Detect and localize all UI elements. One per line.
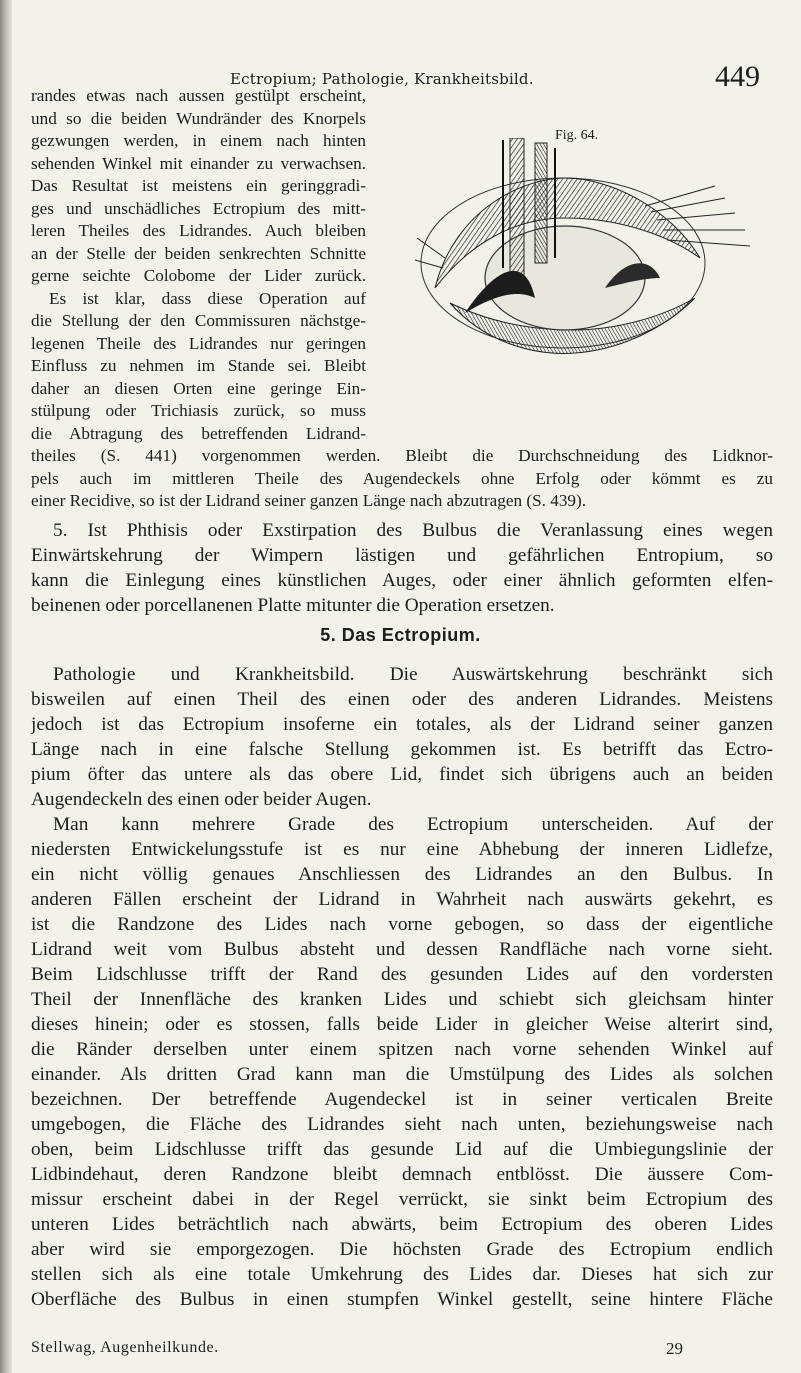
text-line: die Abtragung des betreffenden Lidrand- [31, 423, 366, 443]
text-line: sehenden Winkel mit einander zu verwachsen. [31, 153, 366, 173]
text-line: Augendeckeln des einen oder beider Augen. [31, 789, 372, 810]
wrapped-paragraph [31, 85, 366, 445]
text-line: stellen sich als eine totale Umkehrung des Lides dar. Dieses hat sich zur [31, 1264, 773, 1285]
text-line: Pathologie und Krankheitsbild. Die Auswärtskehrung beschränkt sich [53, 664, 773, 685]
text-line: Länge nach in eine falsche Stellung gekommen ist. Es betrifft das Ectro- [31, 739, 773, 760]
text-line: die Ränder derselben unter einem spitzen nach vorne sehenden Winkel auf [31, 1039, 773, 1060]
text-line: Beim Lidschlusse trifft der Rand des gesunden Lides auf den vordersten [31, 964, 773, 985]
text-line: anderen Fällen erscheint der Lidrand in Wahrheit nach auswärts gekehrt, es [31, 889, 773, 910]
text-line: ges und unschädliches Ectropium des mitt- [31, 198, 366, 218]
text-line: Einwärtskehrung der Wimpern lästigen und gefährlichen Entropium, so [31, 545, 773, 566]
text-line: ist die Randzone des Lides nach vorne gebogen, so dass der eigentliche [31, 914, 773, 935]
text-line: die Stellung der den Commissuren nächstge- [31, 311, 366, 330]
text-line: pium öfter das untere als das obere Lid, findet sich übrigens auch an beiden [31, 764, 773, 785]
text-line: Lidrand weit vom Bulbus absteht und dessen Randfläche nach vorne sieht. [31, 939, 773, 960]
text-line: theiles (S. 441) vorgenommen werden. Bleibt die Durchschneidung des Lidknor- [31, 446, 773, 465]
text-line: Oberfläche des Bulbus in einen stumpfen Winkel gestellt, seine hintere Fläche [31, 1289, 773, 1310]
text-line: Theil der Innenfläche des kranken Lides und schiebt sich gleichsam hinter [31, 989, 773, 1010]
text-line: und so die beiden Wundränder des Knorpels [31, 108, 366, 128]
footer-signature: Stellwag, Augenheilkunde. [31, 1339, 219, 1356]
text-line: randes etwas nach aussen gestülpt erscheint, [31, 86, 366, 105]
section-heading: 5. Das Ectropium. [320, 625, 481, 645]
text-line: jedoch ist das Ectropium insoferne ein totales, als der Lidrand seiner ganzen [31, 714, 773, 735]
page-number: 449 [715, 60, 760, 93]
text-line: Einfluss zu nehmen im Stande sei. Bleibt [31, 356, 366, 375]
text-line: Es ist klar, dass diese Operation auf [49, 288, 366, 308]
text-line: gezwungen werden, in einem nach hinten [31, 131, 366, 150]
text-line: leren Theiles des Lidrandes. Auch bleiben [31, 221, 366, 240]
text-line: unteren Lides beträchtlich nach abwärts, beim Ectropium des oberen Lides [31, 1214, 773, 1235]
figure-eyelid-illustration [415, 138, 785, 370]
text-line: 5. Ist Phthisis oder Exstirpation des Bulbus die Veranlassung eines wegen [53, 520, 773, 541]
figure-label: Fig. 64. [555, 128, 599, 143]
text-line: Das Resultat ist meistens ein geringgradi- [31, 176, 366, 195]
text-line: einander. Als dritten Grad kann man die Umstülpung des Lides als solchen [31, 1064, 773, 1085]
text-line: niedersten Entwickelungsstufe ist es nur eine Abhebung der inneren Lidlefze, [31, 839, 773, 860]
text-line: dieses hinein; oder es stossen, falls beide Lider in gleicher Weise alterirt sind, [31, 1014, 773, 1035]
text-line: daher an diesen Orten eine geringe Ein- [31, 378, 366, 398]
text-line: stülpung oder Trichiasis zurück, so muss [31, 401, 366, 420]
text-line: ein nicht völlig genaues Anschliessen des Lidrandes an den Bulbus. In [31, 864, 773, 885]
text-line: bisweilen auf einen Theil des einen oder des anderen Lidrandes. Meistens [31, 689, 773, 710]
text-line: an der Stelle der beiden senkrechten Schnitte [31, 243, 366, 263]
text-line: gerne seichte Colobome der Lider zurück. [31, 266, 366, 285]
text-line: oben, beim Lidschlusse trifft das gesunde Lid auf die Umbiegungslinie der [31, 1139, 773, 1160]
paragraph-continuation [31, 445, 773, 513]
text-line: aber wird sie emporgezogen. Die höchsten Grade des Ectropium endlich [31, 1239, 773, 1260]
text-line: kann die Einlegung eines künstlichen Auges, oder einer ähnlich geformten elfen- [31, 570, 773, 591]
paragraph-5 [31, 518, 773, 618]
text-line: missur erscheint dabei in der Regel verrückt, sie sinkt beim Ectropium des [31, 1189, 773, 1210]
running-head: Ectropium; Pathologie, Krankheitsbild. [230, 70, 534, 88]
text-line: einer Recidive, so ist der Lidrand seiner ganzen Länge nach abzutragen (S. 439). [31, 491, 587, 510]
text-line: Lidbindehaut, deren Randzone bleibt demnach entblösst. Die äussere Com- [31, 1164, 773, 1185]
binding-gutter [0, 0, 12, 1373]
text-line: beinenen oder porcellanenen Platte mitunter die Operation ersetzen. [31, 595, 555, 616]
text-line: legenen Theile des Lidrandes nur geringen [31, 333, 366, 353]
text-line: Man kann mehrere Grade des Ectropium unterscheiden. Auf der [53, 814, 773, 835]
main-section-text [31, 662, 773, 1312]
text-line: umgebogen, die Fläche des Lidrandes sieht nach unten, beziehungsweise nach [31, 1114, 773, 1135]
text-line: bezeichnen. Der betreffende Augendeckel ist in seiner verticalen Breite [31, 1089, 773, 1110]
sheet-number: 29 [666, 1339, 683, 1358]
text-line: pels auch im mittleren Theile des Augendeckels ohne Erfolg oder kömmt es zu [31, 468, 773, 488]
